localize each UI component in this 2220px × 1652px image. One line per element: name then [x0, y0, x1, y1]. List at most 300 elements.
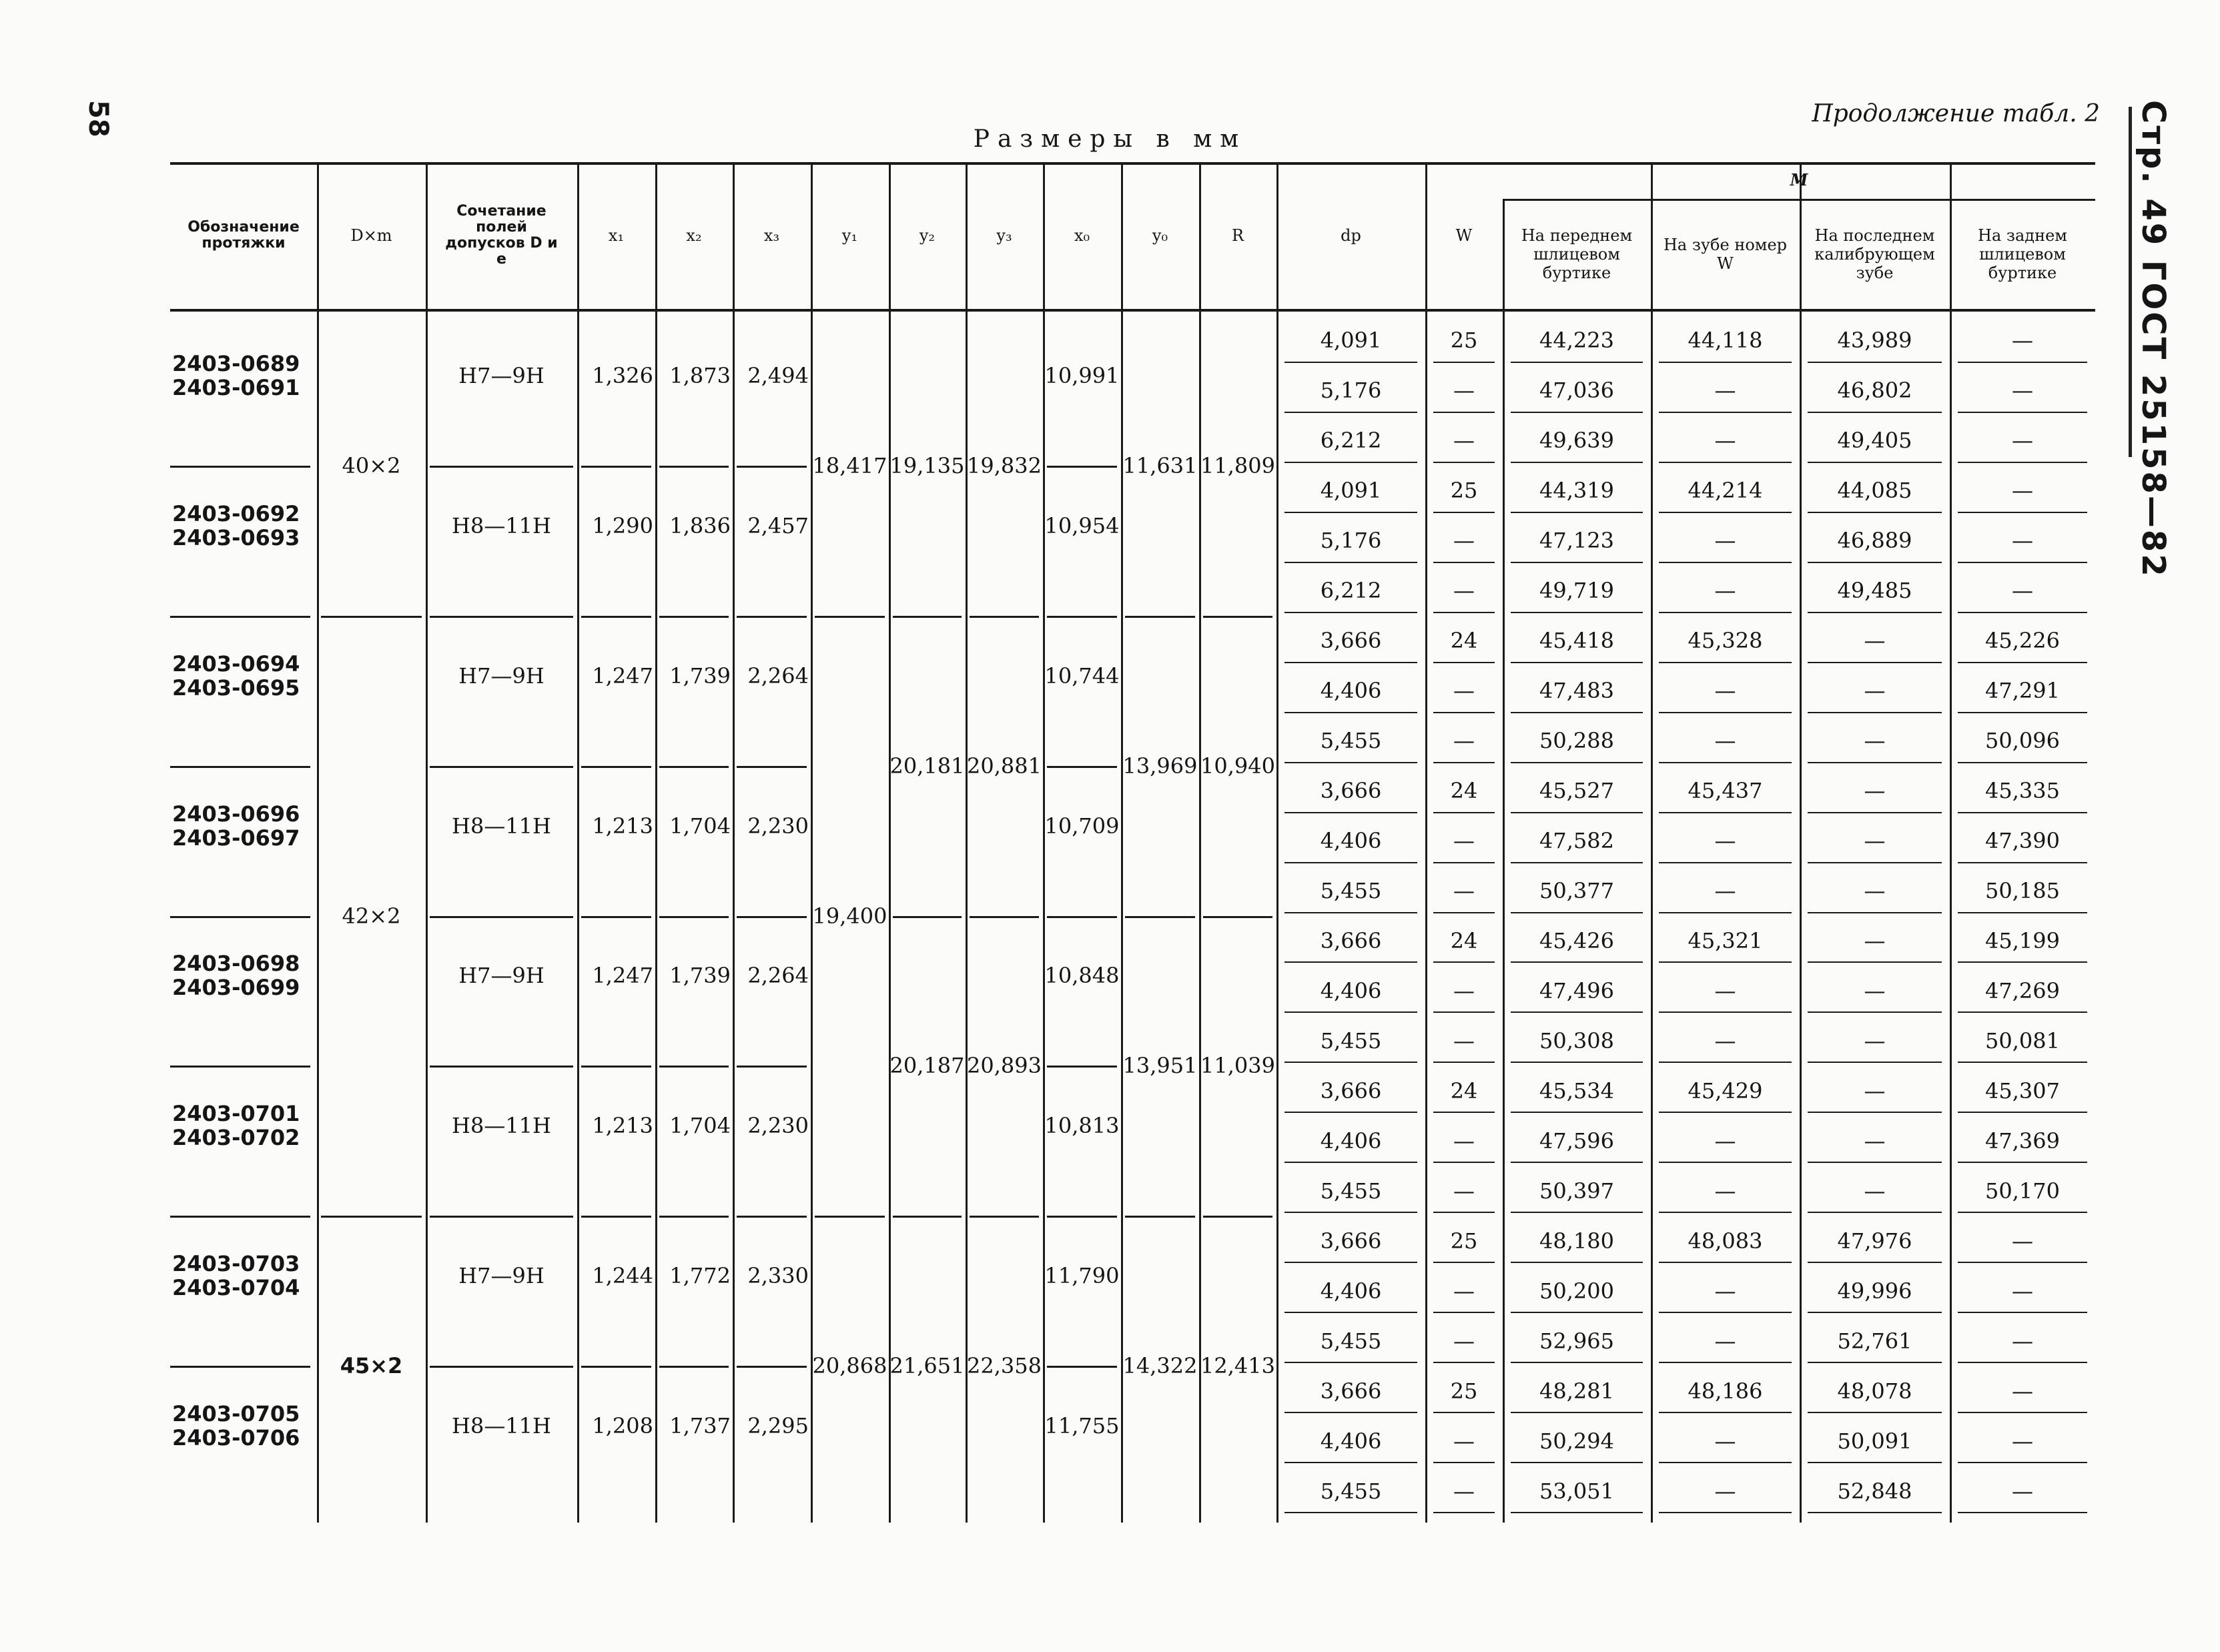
table-cell: —: [1714, 1428, 1736, 1454]
designation: 2403-0701 2403-0702: [172, 1101, 300, 1151]
table-cell: 47,976: [1837, 1228, 1912, 1254]
table-cell: 3,666: [1320, 1078, 1382, 1104]
cell-underline: [1808, 1212, 1942, 1213]
table-cell: —: [1453, 378, 1475, 404]
cell-underline: [1958, 1112, 2087, 1113]
table-cell: 6,212: [1320, 428, 1382, 454]
subgroup-divider: [659, 766, 729, 768]
x0-value: 11,790: [1044, 1263, 1120, 1289]
cell-underline: [1958, 1312, 2087, 1313]
cell-underline: [1433, 1262, 1495, 1263]
y1-value: 20,868: [812, 1353, 887, 1379]
table-cell: —: [2012, 578, 2033, 604]
table-cell: —: [1714, 728, 1736, 754]
table-cell: 45,426: [1539, 927, 1614, 953]
table-cell: 46,889: [1837, 528, 1912, 554]
x2-value: 1,704: [669, 813, 731, 839]
subgroup-divider: [430, 916, 573, 918]
table-cell: —: [1714, 528, 1736, 554]
table-cell: 50,377: [1539, 878, 1614, 904]
cell-underline: [1284, 912, 1417, 913]
table-continuation-label: Продолжение табл. 2: [1812, 100, 2100, 127]
table-cell: —: [1864, 678, 1886, 704]
cell-underline: [1511, 562, 1643, 563]
cell-underline: [1284, 1412, 1417, 1413]
cell-underline: [1659, 1011, 1792, 1013]
table-cell: 4,406: [1320, 1428, 1382, 1454]
table-cell: 47,269: [1985, 977, 2060, 1003]
table-cell: —: [1714, 1478, 1736, 1504]
table-cell: 5,455: [1320, 878, 1382, 904]
table-cell: 46,802: [1837, 378, 1912, 404]
table-cell: 45,321: [1688, 927, 1763, 953]
cell-underline: [1659, 462, 1792, 463]
y2-value: 20,181: [889, 753, 965, 779]
cell-underline: [1284, 1062, 1417, 1063]
x3-value: 2,457: [747, 512, 809, 538]
subgroup-divider: [430, 1366, 573, 1368]
m-subheader-3: На последнем калибрующем зубе: [1814, 226, 1935, 282]
subgroup-divider: [659, 1216, 729, 1218]
table-cell: 47,123: [1539, 528, 1614, 554]
pair-divider: [1203, 616, 1272, 618]
table-cell: 47,369: [1985, 1128, 2060, 1154]
tolerance: H8—11H: [452, 1113, 551, 1139]
table-cell: 50,200: [1539, 1278, 1614, 1304]
cell-underline: [1958, 912, 2087, 913]
designation: 2403-0705 2403-0706: [172, 1401, 300, 1451]
y2-value: 21,651: [889, 1353, 965, 1379]
cell-underline: [1659, 812, 1792, 813]
designation: 2403-0694 2403-0695: [172, 651, 300, 701]
x2-value: 1,737: [669, 1413, 731, 1439]
cell-underline: [1659, 912, 1792, 913]
cell-underline: [1958, 1011, 2087, 1013]
cell-underline: [1433, 412, 1495, 413]
header-bottom-rule: [170, 309, 2095, 312]
x3-header: x₃: [763, 226, 780, 245]
cell-underline: [1433, 912, 1495, 913]
table-cell: —: [1864, 1078, 1886, 1104]
cell-underline: [1433, 512, 1495, 513]
cell-underline: [1958, 1362, 2087, 1363]
cell-underline: [1659, 762, 1792, 763]
y3-value: 19,832: [967, 452, 1042, 478]
table-cell: —: [1864, 927, 1886, 953]
cell-underline: [1284, 412, 1417, 413]
x3-value: 2,264: [747, 963, 809, 989]
x0-value: 10,709: [1044, 813, 1120, 839]
m-group-rule: [1503, 199, 2095, 201]
table-cell: 52,965: [1539, 1328, 1614, 1354]
table-cell: 47,390: [1985, 828, 2060, 854]
pair-divider: [970, 916, 1039, 918]
pair-divider: [1203, 916, 1272, 918]
cell-underline: [1808, 1362, 1942, 1363]
cell-underline: [1958, 412, 2087, 413]
cell-underline: [1433, 1512, 1495, 1513]
column-divider: [1503, 199, 1505, 1523]
table-cell: 50,170: [1985, 1178, 2060, 1204]
r-value: 11,039: [1200, 1053, 1275, 1079]
cell-underline: [1659, 562, 1792, 563]
designation-divider: [170, 1366, 310, 1368]
table-cell: 50,096: [1985, 728, 2060, 754]
table-cell: —: [1453, 428, 1475, 454]
table-cell: —: [2012, 528, 2033, 554]
column-divider: [733, 162, 735, 1523]
table-cell: 45,534: [1539, 1078, 1614, 1104]
cell-underline: [1659, 1512, 1792, 1513]
cell-underline: [1958, 1412, 2087, 1413]
cell-underline: [1808, 1512, 1942, 1513]
table-cell: 47,483: [1539, 678, 1614, 704]
cell-underline: [1433, 1212, 1495, 1213]
x1-value: 1,290: [592, 512, 653, 538]
cell-underline: [1433, 762, 1495, 763]
table-cell: —: [2012, 378, 2033, 404]
subgroup-divider: [430, 466, 573, 468]
y3-header: y₃: [996, 226, 1012, 245]
table-cell: —: [1453, 1027, 1475, 1054]
x0-value: 10,954: [1044, 512, 1120, 538]
x1-value: 1,244: [592, 1263, 653, 1289]
table-cell: —: [1453, 1278, 1475, 1304]
cell-underline: [1659, 961, 1792, 963]
table-cell: 45,307: [1985, 1078, 2060, 1104]
table-cell: 4,091: [1320, 478, 1382, 504]
designation: 2403-0689 2403-0691: [172, 350, 300, 400]
cell-underline: [1284, 1011, 1417, 1013]
table-cell: 4,406: [1320, 1128, 1382, 1154]
y1-divider: [815, 1216, 885, 1218]
dxm-divider: [321, 1216, 422, 1218]
tolerance: H8—11H: [452, 813, 551, 839]
x0-value: 11,755: [1044, 1413, 1120, 1439]
cell-underline: [1958, 612, 2087, 613]
subgroup-divider: [737, 916, 807, 918]
cell-underline: [1284, 812, 1417, 813]
cell-underline: [1433, 1112, 1495, 1113]
table-cell: —: [1453, 1428, 1475, 1454]
table-cell: 4,406: [1320, 678, 1382, 704]
table-cell: 50,397: [1539, 1178, 1614, 1204]
table-cell: 49,996: [1837, 1278, 1912, 1304]
cell-underline: [1284, 862, 1417, 863]
cell-underline: [1511, 1112, 1643, 1113]
table-cell: 24: [1450, 1078, 1478, 1104]
table-cell: —: [1714, 428, 1736, 454]
cell-underline: [1958, 512, 2087, 513]
x2-value: 1,772: [669, 1263, 731, 1289]
x2-value: 1,704: [669, 1113, 731, 1139]
cell-underline: [1433, 862, 1495, 863]
y0-value: 13,969: [1122, 753, 1198, 779]
dxm-value: 45×2: [340, 1353, 403, 1379]
table-cell: —: [2012, 1478, 2033, 1504]
cell-underline: [1958, 812, 2087, 813]
designation-divider: [170, 916, 310, 918]
table-cell: 4,406: [1320, 828, 1382, 854]
cell-underline: [1433, 462, 1495, 463]
cell-underline: [1659, 412, 1792, 413]
r-header: R: [1231, 226, 1244, 245]
cell-underline: [1808, 462, 1942, 463]
cell-underline: [1808, 1462, 1942, 1463]
table-cell: 25: [1450, 478, 1478, 504]
cell-underline: [1511, 462, 1643, 463]
y2-value: 19,135: [889, 452, 965, 478]
table-cell: 44,319: [1539, 478, 1614, 504]
designation-header: Обозначение протяжки: [188, 219, 300, 252]
table-cell: 50,288: [1539, 728, 1614, 754]
cell-underline: [1511, 762, 1643, 763]
x3-value: 2,494: [747, 362, 809, 388]
cell-underline: [1958, 362, 2087, 363]
pair-divider: [1125, 1216, 1195, 1218]
cell-underline: [1284, 462, 1417, 463]
cell-underline: [1808, 712, 1942, 713]
cell-underline: [1808, 912, 1942, 913]
r-value: 11,809: [1200, 452, 1275, 478]
column-divider: [1121, 162, 1123, 1523]
cell-underline: [1659, 362, 1792, 363]
page-number: 58: [83, 100, 113, 137]
table-cell: 45,328: [1688, 628, 1763, 654]
table-cell: —: [1714, 1278, 1736, 1304]
cell-underline: [1511, 1062, 1643, 1063]
x1-value: 1,326: [592, 362, 653, 388]
table-cell: —: [1714, 678, 1736, 704]
table-cell: 47,036: [1539, 378, 1614, 404]
subgroup-divider: [581, 1066, 651, 1068]
table-cell: 4,091: [1320, 328, 1382, 354]
table-cell: 47,582: [1539, 828, 1614, 854]
cell-underline: [1433, 1462, 1495, 1463]
cell-underline: [1433, 812, 1495, 813]
subgroup-divider: [1047, 1366, 1117, 1368]
m-subheader-4: На заднем шлицевом буртике: [1978, 226, 2067, 282]
table-cell: 5,455: [1320, 728, 1382, 754]
cell-underline: [1808, 1412, 1942, 1413]
table-cell: 47,596: [1539, 1128, 1614, 1154]
table-cell: —: [1714, 828, 1736, 854]
cell-underline: [1284, 562, 1417, 563]
subgroup-divider: [737, 1066, 807, 1068]
table-cell: 4,406: [1320, 1278, 1382, 1304]
cell-underline: [1808, 512, 1942, 513]
column-divider: [655, 162, 657, 1523]
cell-underline: [1808, 562, 1942, 563]
table-cell: 43,989: [1837, 328, 1912, 354]
table-cell: 24: [1450, 628, 1478, 654]
cell-underline: [1958, 712, 2087, 713]
cell-underline: [1808, 412, 1942, 413]
x1-value: 1,208: [592, 1413, 653, 1439]
x0-header: x₀: [1074, 226, 1090, 245]
dxm-value: 40×2: [342, 452, 401, 478]
table-cell: —: [1714, 1328, 1736, 1354]
cell-underline: [1808, 1262, 1942, 1263]
subgroup-divider: [659, 1366, 729, 1368]
cell-underline: [1284, 662, 1417, 663]
table-cell: 48,078: [1837, 1378, 1912, 1404]
table-cell: 49,405: [1837, 428, 1912, 454]
column-divider: [1651, 162, 1653, 1523]
x2-value: 1,873: [669, 362, 731, 388]
cell-underline: [1284, 512, 1417, 513]
x0-value: 10,991: [1044, 362, 1120, 388]
table-cell: 50,294: [1539, 1428, 1614, 1454]
cell-underline: [1511, 1512, 1643, 1513]
tolerance: H7—9H: [458, 663, 544, 689]
table-cell: —: [2012, 1278, 2033, 1304]
designation: 2403-0692 2403-0693: [172, 500, 300, 550]
cell-underline: [1511, 1462, 1643, 1463]
subgroup-divider: [1047, 1216, 1117, 1218]
table-cell: 50,308: [1539, 1027, 1614, 1054]
subgroup-divider: [1047, 466, 1117, 468]
table-cell: 45,226: [1985, 628, 2060, 654]
cell-underline: [1958, 1062, 2087, 1063]
cell-underline: [1511, 812, 1643, 813]
table-cell: 5,455: [1320, 1027, 1382, 1054]
y2-value: 20,187: [889, 1053, 965, 1079]
cell-underline: [1659, 612, 1792, 613]
table-cell: —: [1714, 1027, 1736, 1054]
cell-underline: [1284, 1312, 1417, 1313]
table-cell: 47,496: [1539, 977, 1614, 1003]
cell-underline: [1958, 662, 2087, 663]
table-cell: —: [2012, 428, 2033, 454]
cell-underline: [1958, 1162, 2087, 1163]
cell-underline: [1958, 562, 2087, 563]
cell-underline: [1808, 1312, 1942, 1313]
table-cell: 50,081: [1985, 1027, 2060, 1054]
table-cell: 44,223: [1539, 328, 1614, 354]
table-cell: 24: [1450, 927, 1478, 953]
table-cell: —: [2012, 1228, 2033, 1254]
column-divider: [966, 162, 968, 1523]
x2-value: 1,739: [669, 663, 731, 689]
column-divider: [1199, 162, 1201, 1523]
subgroup-divider: [1047, 616, 1117, 618]
column-divider: [1950, 162, 1952, 1523]
cell-underline: [1958, 961, 2087, 963]
x3-value: 2,230: [747, 813, 809, 839]
column-divider: [317, 162, 319, 1523]
table-cell: —: [1453, 977, 1475, 1003]
table-cell: 44,118: [1688, 328, 1763, 354]
cell-underline: [1511, 1412, 1643, 1413]
r-value: 12,413: [1200, 1353, 1275, 1379]
cell-underline: [1511, 1011, 1643, 1013]
table-cell: 5,176: [1320, 378, 1382, 404]
subgroup-divider: [659, 616, 729, 618]
cell-underline: [1659, 1362, 1792, 1363]
column-divider: [1276, 162, 1278, 1523]
cell-underline: [1808, 1062, 1942, 1063]
subgroup-divider: [659, 1066, 729, 1068]
cell-underline: [1659, 862, 1792, 863]
cell-underline: [1958, 762, 2087, 763]
designation-divider: [170, 1216, 310, 1218]
table-cell: —: [1453, 528, 1475, 554]
m-subheader-1: На переднем шлицевом буртике: [1521, 226, 1633, 282]
column-divider: [1800, 162, 1802, 1523]
x2-value: 1,739: [669, 963, 731, 989]
subgroup-divider: [737, 1366, 807, 1368]
dxm-divider: [321, 616, 422, 618]
x1-value: 1,247: [592, 963, 653, 989]
column-divider: [1425, 162, 1427, 1523]
table-cell: 25: [1450, 328, 1478, 354]
table-cell: 44,214: [1688, 478, 1763, 504]
table-cell: —: [1453, 1178, 1475, 1204]
cell-underline: [1284, 1512, 1417, 1513]
table-cell: 3,666: [1320, 628, 1382, 654]
cell-underline: [1511, 1362, 1643, 1363]
x2-header: x₂: [686, 226, 702, 245]
cell-underline: [1659, 1462, 1792, 1463]
table-cell: 49,639: [1539, 428, 1614, 454]
cell-underline: [1433, 1412, 1495, 1413]
y0-value: 14,322: [1122, 1353, 1198, 1379]
designation: 2403-0696 2403-0697: [172, 801, 300, 851]
cell-underline: [1808, 612, 1942, 613]
subgroup-divider: [430, 766, 573, 768]
y0-header: y₀: [1152, 226, 1168, 245]
y3-value: 20,893: [967, 1053, 1042, 1079]
cell-underline: [1284, 762, 1417, 763]
table-cell: 52,761: [1837, 1328, 1912, 1354]
tolerance: H7—9H: [458, 963, 544, 989]
units-note: Размеры в мм: [973, 125, 1247, 153]
dxm-value: 42×2: [342, 903, 401, 929]
cell-underline: [1958, 862, 2087, 863]
cell-underline: [1659, 1162, 1792, 1163]
x1-header: x₁: [608, 226, 625, 245]
table-cell: 5,176: [1320, 528, 1382, 554]
cell-underline: [1808, 1011, 1942, 1013]
table-cell: —: [1714, 1178, 1736, 1204]
x0-value: 10,744: [1044, 663, 1120, 689]
cell-underline: [1433, 1062, 1495, 1063]
cell-underline: [1433, 662, 1495, 663]
cell-underline: [1284, 1212, 1417, 1213]
cell-underline: [1958, 1512, 2087, 1513]
subgroup-divider: [737, 466, 807, 468]
table-cell: —: [1864, 878, 1886, 904]
table-cell: 5,455: [1320, 1328, 1382, 1354]
table-cell: —: [1453, 828, 1475, 854]
table-cell: —: [2012, 328, 2033, 354]
cell-underline: [1511, 862, 1643, 863]
table-cell: —: [1864, 977, 1886, 1003]
table-cell: —: [1714, 977, 1736, 1003]
subgroup-divider: [581, 466, 651, 468]
table-cell: —: [1453, 578, 1475, 604]
table-cell: 45,418: [1539, 628, 1614, 654]
pair-divider: [970, 1216, 1039, 1218]
subgroup-divider: [737, 766, 807, 768]
y3-value: 20,881: [967, 753, 1042, 779]
table-cell: 45,429: [1688, 1078, 1763, 1104]
cell-underline: [1659, 1412, 1792, 1413]
subgroup-divider: [581, 616, 651, 618]
pair-divider: [970, 616, 1039, 618]
x2-value: 1,836: [669, 512, 731, 538]
